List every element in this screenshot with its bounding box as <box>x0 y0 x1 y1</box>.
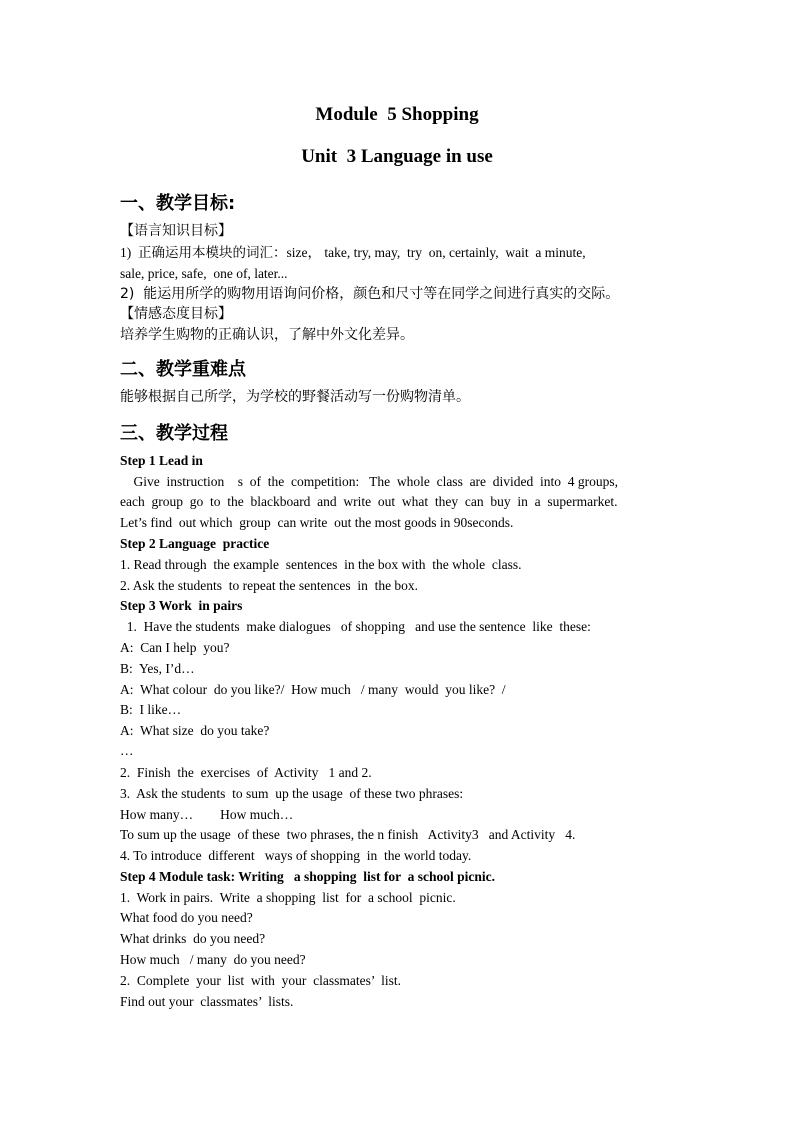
section-heading-process: 三、教学过程 <box>120 423 228 444</box>
dialogue-line: A: What colour do you like?/ How much / many would you like? / <box>120 682 506 697</box>
step-3-title: Step 3 Work in pairs <box>120 598 243 613</box>
goal-1-line-1: 1) 正确运用本模块的词汇：size， take, try, may, try on, certainly, wait a minute, <box>120 245 586 260</box>
step-1-line-3: Let’s find out which group can write out the most goods in 90seconds. <box>120 515 514 530</box>
section-heading-key-points: 二、教学重难点 <box>120 359 246 380</box>
step-3-item-4: 4. To introduce different ways of shopping in the world today. <box>120 848 472 863</box>
find-out-line: Find out your classmates’ lists. <box>120 994 294 1009</box>
question-line: How much / many do you need? <box>120 952 306 967</box>
module-title: Module 5 Shopping <box>315 104 479 125</box>
goal-1-line-2: sale, price, safe, one of, later... <box>120 266 288 281</box>
section-heading-goals: 一、教学目标: <box>120 193 236 214</box>
language-goal-label: 【语言知识目标】 <box>120 223 232 239</box>
question-line: What drinks do you need? <box>120 931 266 946</box>
step-2-item-1: 1. Read through the example sentences in the box with the whole class. <box>120 557 522 572</box>
attitude-goal-label: 【情感态度目标】 <box>120 306 232 322</box>
step-1-title: Step 1 Lead in <box>120 453 203 468</box>
goal-2: 2) 能运用所学的购物用语询问价格，颜色和尺寸等在同学之间进行真实的交际。 <box>120 286 620 302</box>
step-2-item-2: 2. Ask the students to repeat the sentences in the box. <box>120 578 419 593</box>
step-4-item-1: 1. Work in pairs. Write a shopping list for a school picnic. <box>120 890 456 905</box>
step-2-title: Step 2 Language practice <box>120 536 270 551</box>
step-3-item-2: 2. Finish the exercises of Activity 1 and 2. <box>120 765 372 780</box>
key-points-text: 能够根据自己所学，为学校的野餐活动写一份购物清单。 <box>120 389 470 405</box>
question-line: What food do you need? <box>120 910 253 925</box>
unit-subtitle: Unit 3 Language in use <box>301 146 493 167</box>
step-1-line-2: each group go to the blackboard and write out what they can buy in a supermarket. <box>120 494 618 509</box>
dialogue-line: B: Yes, I’d… <box>120 661 195 676</box>
phrases-line: How many… How much… <box>120 807 294 822</box>
ellipsis: … <box>120 743 134 758</box>
dialogue-line: B: I like… <box>120 702 182 717</box>
attitude-goal: 培养学生购物的正确认识，了解中外文化差异。 <box>120 327 414 343</box>
step-3-item-1: 1. Have the students make dialogues of shopping and use the sentence like these: <box>120 619 591 634</box>
sum-up-line: To sum up the usage of these two phrases, the n finish Activity3 and Activity 4. <box>120 827 576 842</box>
step-1-line-1: Give instruction s of the competition: The whole class are divided into 4 groups, <box>120 474 619 489</box>
step-3-item-3: 3. Ask the students to sum up the usage of these two phrases: <box>120 786 464 801</box>
step-4-item-2: 2. Complete your list with your classmates’ list. <box>120 973 401 988</box>
dialogue-line: A: Can I help you? <box>120 640 230 655</box>
dialogue-line: A: What size do you take? <box>120 723 270 738</box>
step-4-title: Step 4 Module task: Writing a shopping list for a school picnic. <box>120 869 496 884</box>
